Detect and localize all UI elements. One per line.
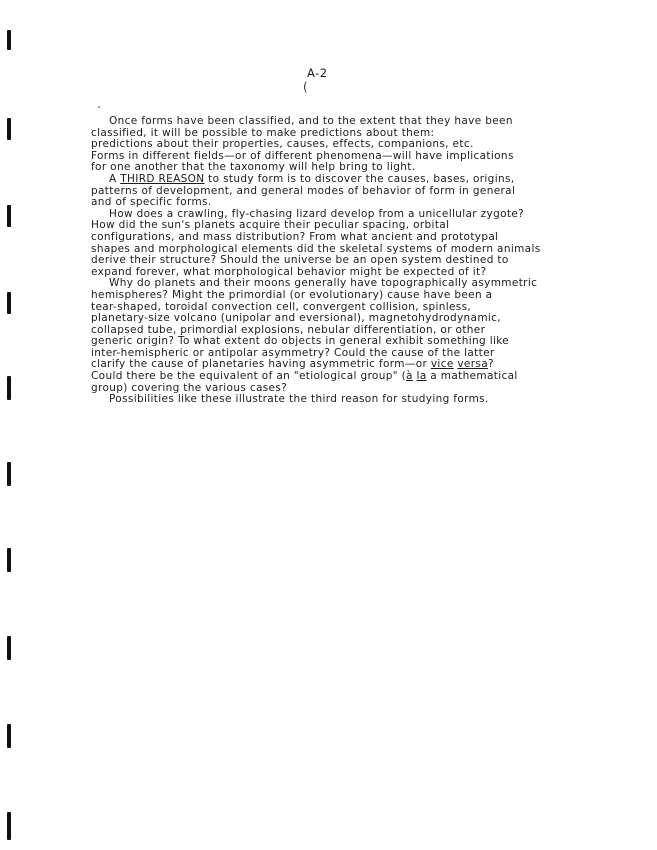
text-line: Why do planets and their moons generally have topographically asymmetric bbox=[109, 277, 538, 290]
text-fragment: ? bbox=[487, 358, 494, 371]
text-line bbox=[91, 371, 611, 383]
binder-mark-1 bbox=[7, 30, 11, 50]
text-line: and of specific forms. bbox=[91, 196, 212, 209]
text-line: expand forever, what morphological behavior might be expected of it? bbox=[91, 265, 487, 278]
binder-mark-9 bbox=[7, 724, 11, 748]
text-line: derive their structure? Should the universe be an open system destined to bbox=[91, 254, 509, 267]
underlined-term: la bbox=[416, 370, 427, 383]
text-line: generic origin? To what extent do objects in general exhibit something like bbox=[91, 335, 510, 348]
text-line: How did the sun's planets acquire their peculiar spacing, orbital bbox=[91, 219, 450, 232]
text-line: patterns of development, and general modes of behavior of form in general bbox=[91, 184, 516, 197]
paragraph-1 bbox=[91, 116, 611, 174]
text-line: group) covering the various cases? bbox=[91, 381, 288, 394]
text-fragment: Could there be the equivalent of an "etiological group" ( bbox=[91, 370, 407, 383]
text-line: tear-shaped, toroidal convection cell, convergent collision, spinless, bbox=[91, 300, 472, 313]
text-line: hemispheres? Might the primordial (or evolutionary) cause have been a bbox=[91, 288, 493, 301]
text-fragment: to study form is to discover the causes, bases, origins, bbox=[204, 172, 515, 185]
binder-mark-5 bbox=[7, 376, 11, 400]
binder-mark-2 bbox=[7, 118, 11, 140]
binder-mark-10 bbox=[7, 812, 11, 840]
text-line: for one another that the taxonomy will help bring to light. bbox=[91, 161, 416, 174]
binder-mark-7 bbox=[7, 548, 11, 572]
text-fragment: A bbox=[109, 172, 121, 185]
text-line: configurations, and mass distribution? From what ancient and prototypal bbox=[91, 230, 499, 243]
text-line: planetary-size volcano (unipolar and eversional), magnetohydrodynamic, bbox=[91, 312, 501, 325]
binder-mark-4 bbox=[7, 292, 11, 314]
underlined-heading: THIRD REASON bbox=[120, 172, 205, 185]
text-fragment: a mathematical bbox=[426, 370, 518, 383]
scan-speck bbox=[98, 106, 100, 108]
text-line: collapsed tube, primordial explosions, nebular differentiation, or other bbox=[91, 323, 486, 336]
page-number: A-2 bbox=[307, 66, 328, 80]
binder-mark-3 bbox=[7, 205, 11, 227]
text-line: Possibilities like these illustrate the third reason for studying forms. bbox=[109, 393, 489, 406]
binder-mark-8 bbox=[7, 636, 11, 660]
paragraph-4 bbox=[91, 278, 611, 394]
text-line bbox=[91, 174, 611, 186]
text-fragment: clarify the cause of planetaries having asymmetric form—or bbox=[91, 358, 431, 371]
document-body bbox=[91, 116, 611, 406]
underlined-term: à bbox=[406, 370, 413, 383]
paragraph-2 bbox=[91, 174, 611, 209]
text-line: predictions about their properties, causes, effects, companions, etc. bbox=[91, 138, 474, 151]
handwritten-mark: ( bbox=[303, 80, 308, 94]
text-line: Once forms have been classified, and to the extent that they have been bbox=[109, 115, 513, 127]
binder-mark-6 bbox=[7, 462, 11, 486]
text-line: Forms in different fields—or of different phenomena—will have implications bbox=[91, 149, 514, 162]
underlined-term: vice bbox=[430, 358, 454, 371]
paragraph-5 bbox=[91, 394, 611, 406]
paragraph-3 bbox=[91, 209, 611, 279]
text-line: classified, it will be possible to make predictions about them: bbox=[91, 126, 435, 139]
underlined-term: versa bbox=[457, 358, 488, 371]
text-line: How does a crawling, fly-chasing lizard develop from a unicellular zygote? bbox=[109, 207, 525, 220]
text-line: shapes and morphological elements did the skeletal systems of modern animals bbox=[91, 242, 541, 255]
text-line: inter-hemispheric or antipolar asymmetry? Could the cause of the latter bbox=[91, 346, 495, 359]
